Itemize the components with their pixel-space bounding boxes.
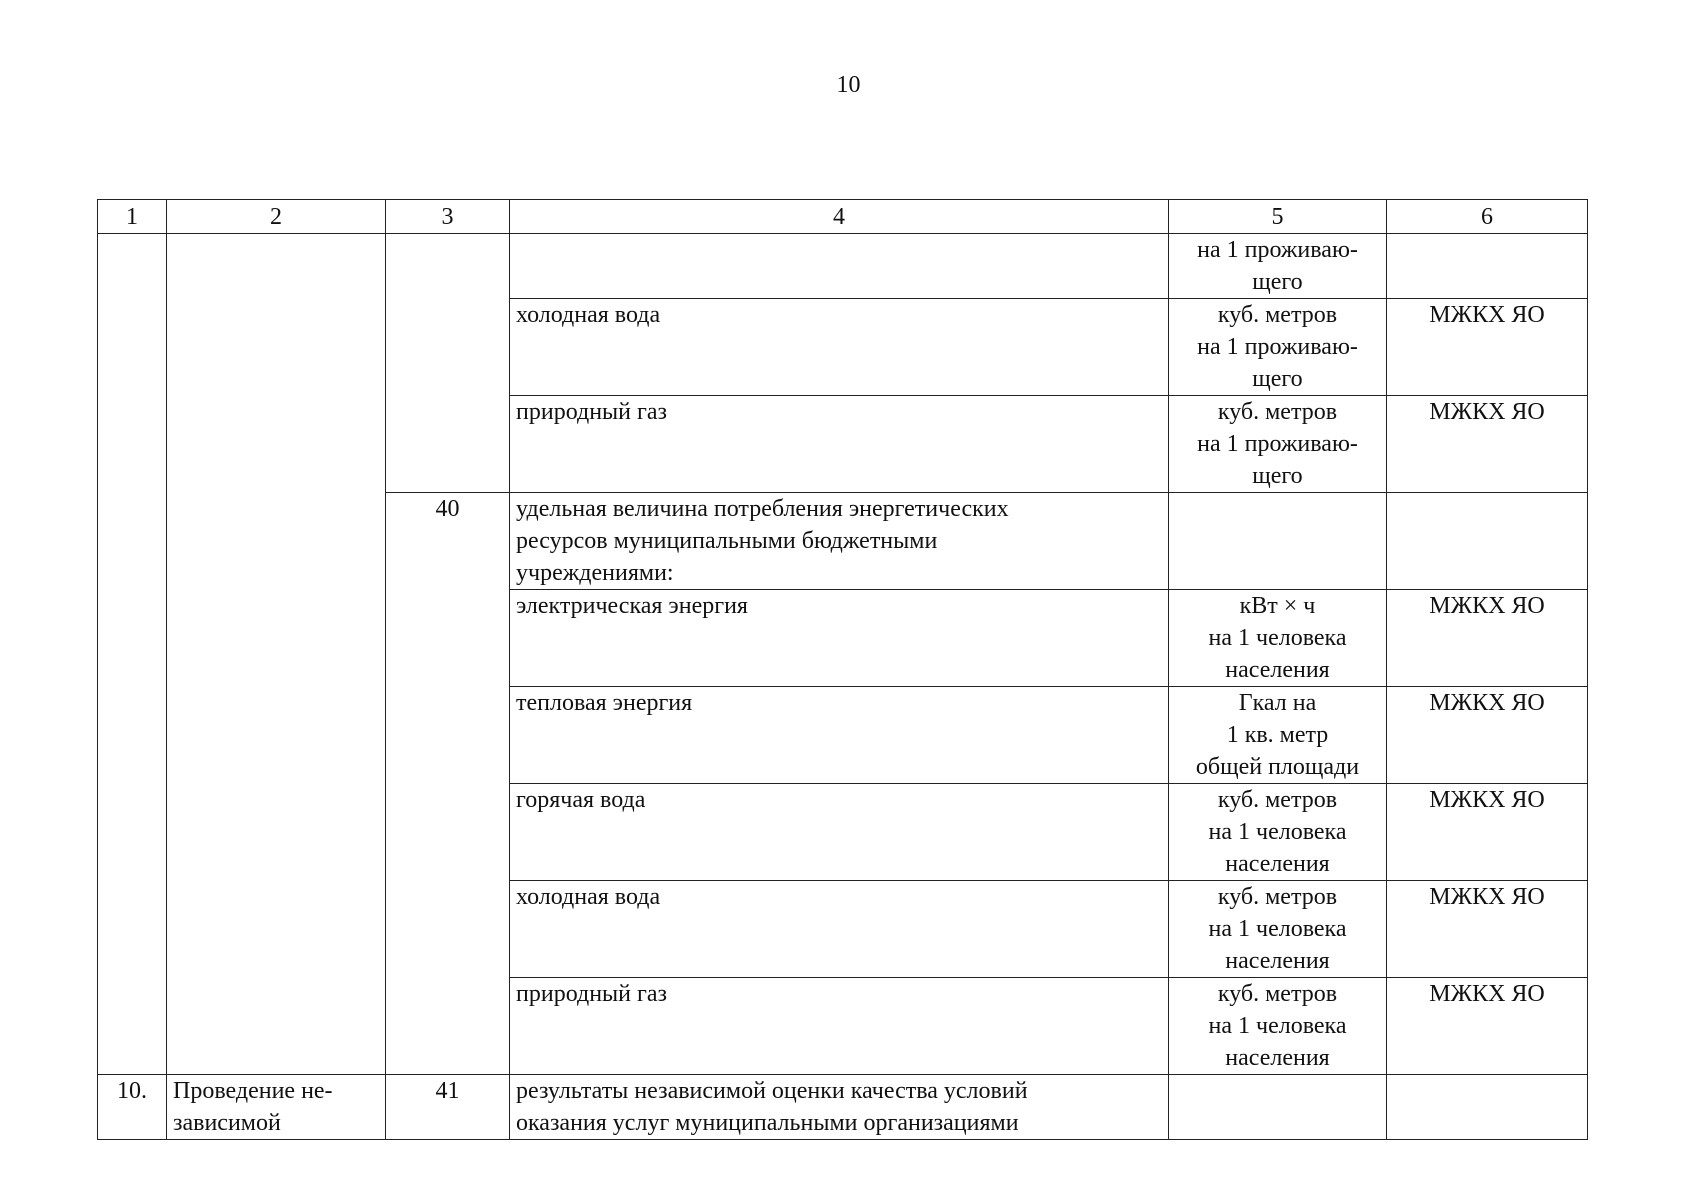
header-col-2: 2 [167,200,386,234]
header-col-6: 6 [1387,200,1588,234]
cell-indicator-name: горячая вода [510,784,1169,881]
indicators-table [97,199,1588,1140]
unit-line: щего [1252,269,1303,295]
cell-unit [1169,234,1387,299]
unit-line: куб. метров [1217,787,1338,813]
unit-line: на 1 человека [1208,625,1347,651]
unit-line: щего [1252,463,1303,489]
header-col-3: 3 [386,200,510,234]
unit-line: населения [1225,948,1330,974]
unit-line: на 1 проживаю- [1197,334,1358,360]
unit-line: щего [1252,366,1303,392]
unit-line: куб. метров [1217,981,1338,1007]
unit-line: населения [1225,1045,1330,1071]
text-line: зависимой [173,1110,281,1136]
cell-indicator-name: электрическая энергия [510,590,1169,687]
cell-unit [1169,1075,1387,1140]
cell-measure [167,234,386,1075]
cell-unit [1169,881,1387,978]
cell-source: МЖКХ ЯО [1387,881,1588,978]
cell-unit [1169,978,1387,1075]
cell-measure [167,1075,386,1140]
unit-line: 1 кв. метр [1226,722,1329,748]
cell-indicator-name: холодная вода [510,881,1169,978]
cell-number [98,234,167,1075]
cell-source [1387,493,1588,590]
unit-line: на 1 человека [1208,1013,1347,1039]
unit-line: Гкал на [1238,690,1317,716]
unit-line: населения [1225,657,1330,683]
cell-unit [1169,299,1387,396]
cell-source: МЖКХ ЯО [1387,396,1588,493]
cell-unit [1169,493,1387,590]
cell-indicator-name: холодная вода [510,299,1169,396]
cell-number: 10. [98,1075,167,1140]
cell-source: МЖКХ ЯО [1387,590,1588,687]
cell-source: МЖКХ ЯО [1387,687,1588,784]
unit-line: на 1 человека [1208,916,1347,942]
cell-indicator-name: тепловая энергия [510,687,1169,784]
cell-source [1387,1075,1588,1140]
cell-source: МЖКХ ЯО [1387,299,1588,396]
cell-indicator-number: 41 [386,1075,510,1140]
unit-line: куб. метров [1217,399,1338,425]
cell-indicator-name [510,493,1169,590]
table-row [98,234,1588,299]
cell-unit [1169,590,1387,687]
text-line: ресурсов муниципальными бюджетными [516,528,938,554]
header-col-5: 5 [1169,200,1387,234]
unit-line: общей площади [1195,754,1360,780]
text-line: удельная величина потребления энергетических [516,496,1009,522]
cell-unit [1169,784,1387,881]
header-col-1: 1 [98,200,167,234]
text-line: учреждениями: [516,560,674,586]
cell-indicator-name: природный газ [510,396,1169,493]
cell-indicator-number [386,234,510,493]
cell-source: МЖКХ ЯО [1387,784,1588,881]
text-line: Проведение не- [173,1078,333,1104]
unit-line: на 1 проживаю- [1197,237,1358,263]
cell-indicator-number: 40 [386,493,510,1075]
unit-line: куб. метров [1217,884,1338,910]
cell-source: МЖКХ ЯО [1387,978,1588,1075]
cell-indicator-name: природный газ [510,978,1169,1075]
unit-line: на 1 проживаю- [1197,431,1358,457]
text-line: оказания услуг муниципальными организациями [516,1110,1019,1136]
cell-unit [1169,396,1387,493]
page-number: 10 [836,72,861,98]
cell-indicator-name [510,234,1169,299]
text-line: результаты независимой оценки качества условий [516,1078,1028,1104]
cell-unit [1169,687,1387,784]
table-row [98,1075,1588,1140]
unit-line: кВт × ч [1239,593,1316,619]
cell-source [1387,234,1588,299]
unit-line: населения [1225,851,1330,877]
cell-indicator-name [510,1075,1169,1140]
header-col-4: 4 [510,200,1169,234]
header-row [98,200,1588,234]
unit-line: на 1 человека [1208,819,1347,845]
unit-line: куб. метров [1217,302,1338,328]
